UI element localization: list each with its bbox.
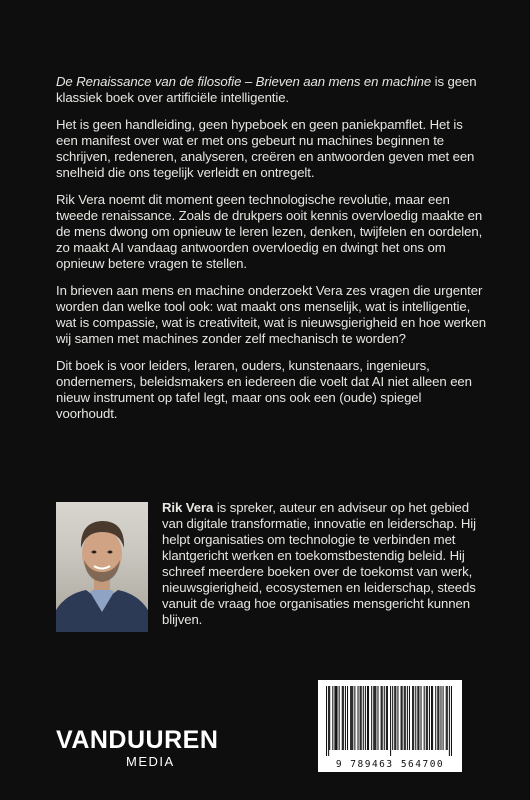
barcode-bar	[347, 686, 348, 750]
barcode-bar	[335, 686, 336, 750]
barcode-bars	[326, 686, 454, 756]
barcode-bar	[374, 686, 375, 750]
blurb-paragraph-5: Dit boek is voor leiders, leraren, ouders, kunstenaars, ingenieurs, ondernemers, beleidsmakers en iedereen die voelt dat AI niet alleen een nieuw instrument op tafel legt, maar ons ook een (oude) spiegel voorhoudt.	[56, 358, 472, 421]
author-name: Rik Vera	[162, 500, 214, 515]
barcode-bar	[431, 686, 432, 750]
barcode-bar	[421, 686, 422, 750]
barcode-bar	[413, 686, 414, 750]
barcode-bar	[367, 686, 368, 750]
barcode-bar	[350, 686, 351, 750]
barcode-bar	[412, 686, 413, 750]
isbn-number: 9 789463 564700	[335, 759, 445, 770]
barcode-bar	[415, 686, 416, 750]
author-bio-text: is spreker, auteur en adviseur op het gebied van digitale transformatie, innovatie en leiderschap. Hij helpt organisaties om technologie te verbinden met klantgericht werken en toekomstbestendig beleid. Hij schreef meerdere boeken over de toekomst van werk, nieuwsgierigheid, ecosystemen en leiderschap, steeds vanuit de vraag hoe organisaties mensgericht kunnen blijven.	[162, 500, 476, 627]
barcode-bar	[394, 686, 395, 750]
barcode-bar	[368, 686, 369, 750]
barcode-bar	[429, 686, 430, 750]
blurb-paragraph-2: Het is geen handleiding, geen hypeboek en geen paniekpamflet. Het is een manifest over wat er met ons gebeurt nu machines beginnen te schrijven, redeneren, analyseren, creëren en antwoorden geven met een snelheid die ons tegelijk verleidt en ontregelt.	[56, 117, 475, 180]
barcode-bar	[339, 686, 340, 750]
barcode-bar	[386, 686, 387, 750]
barcode-bar	[451, 686, 452, 756]
barcode-bar	[449, 686, 450, 756]
barcode-bar	[354, 686, 355, 750]
blurb-paragraph-1-rest: is geen klassiek boek over artificiële intelligentie.	[56, 74, 477, 105]
barcode-bar	[360, 686, 361, 750]
barcode-bar	[407, 686, 408, 750]
barcode-bar	[438, 686, 439, 750]
barcode-bar	[443, 686, 444, 750]
barcode-bar	[382, 686, 383, 750]
barcode-bar	[328, 686, 329, 756]
barcode-bar	[342, 686, 343, 750]
barcode-bar	[402, 686, 403, 750]
publisher-sub: MEDIA	[126, 754, 175, 769]
barcode-bar	[332, 686, 333, 750]
barcode-bar	[397, 686, 398, 750]
barcode-bar	[381, 686, 382, 750]
barcode-bar	[446, 686, 447, 750]
barcode-bar	[384, 686, 385, 750]
barcode-bar	[437, 686, 438, 750]
barcode-bar	[395, 686, 396, 750]
barcode-bar	[361, 686, 362, 750]
barcode-bar	[435, 686, 436, 750]
barcode-bar	[326, 686, 327, 756]
barcode-bar	[351, 686, 352, 750]
barcode-bar	[343, 686, 344, 750]
barcode-bar	[405, 686, 406, 750]
author-photo	[56, 502, 148, 632]
barcode-bar	[363, 686, 364, 750]
barcode-bar	[377, 686, 378, 750]
barcode-bar	[432, 686, 433, 750]
author-bio	[162, 500, 482, 628]
blurb-paragraph-4: In brieven aan mens en machine onderzoekt Vera zes vragen die urgenter worden dan welke tool ook: wat maakt ons menselijk, wat is intelligentie, wat is compassie, wat is creativiteit, wat is nieuwsgierigheid en hoe werken wij samen met machines zonder zelf mechanisch te worden?	[56, 283, 486, 346]
barcode-bar	[345, 686, 346, 750]
barcode-bar	[417, 686, 418, 750]
blurb-paragraph-3: Rik Vera noemt dit moment geen technologische revolutie, maar een tweede renaissance. Zoals de drukpers ooit kennis overvloedig maakte en de mens dwong om opnieuw te leren lezen, denken, twijfelen en oordelen, zo maakt AI vandaag antwoorden overvloedig en dwingt het ons om opnieuw betere vragen te stellen.	[56, 192, 483, 271]
barcode-bar	[426, 686, 427, 750]
barcode-bar	[390, 686, 391, 756]
barcode-bar	[371, 686, 372, 750]
barcode-bar	[334, 686, 335, 750]
blurb-paragraph-1	[56, 74, 486, 106]
back-cover-blurb	[56, 74, 486, 433]
barcode-bar	[373, 686, 374, 750]
barcode-bar	[424, 686, 425, 750]
barcode-bar	[401, 686, 402, 750]
barcode-bar	[447, 686, 448, 750]
barcode-bar	[418, 686, 419, 750]
barcode-bar	[440, 686, 441, 750]
barcode-bar	[392, 686, 393, 750]
barcode-bar	[352, 686, 353, 750]
barcode-bar	[329, 686, 330, 750]
publisher-logo	[56, 726, 236, 769]
book-title: De Renaissance van de filosofie – Brieven aan mens en machine	[56, 74, 432, 89]
barcode-bar	[404, 686, 405, 750]
barcode-bar	[409, 686, 410, 750]
publisher-name: VANDUUREN	[56, 726, 219, 754]
barcode-bar	[375, 686, 376, 750]
barcode-bar	[427, 686, 428, 750]
barcode-bar	[365, 686, 366, 750]
barcode-bar	[337, 686, 338, 750]
barcode-bar	[387, 686, 388, 750]
barcode-bar	[358, 686, 359, 750]
isbn-barcode	[318, 680, 462, 772]
